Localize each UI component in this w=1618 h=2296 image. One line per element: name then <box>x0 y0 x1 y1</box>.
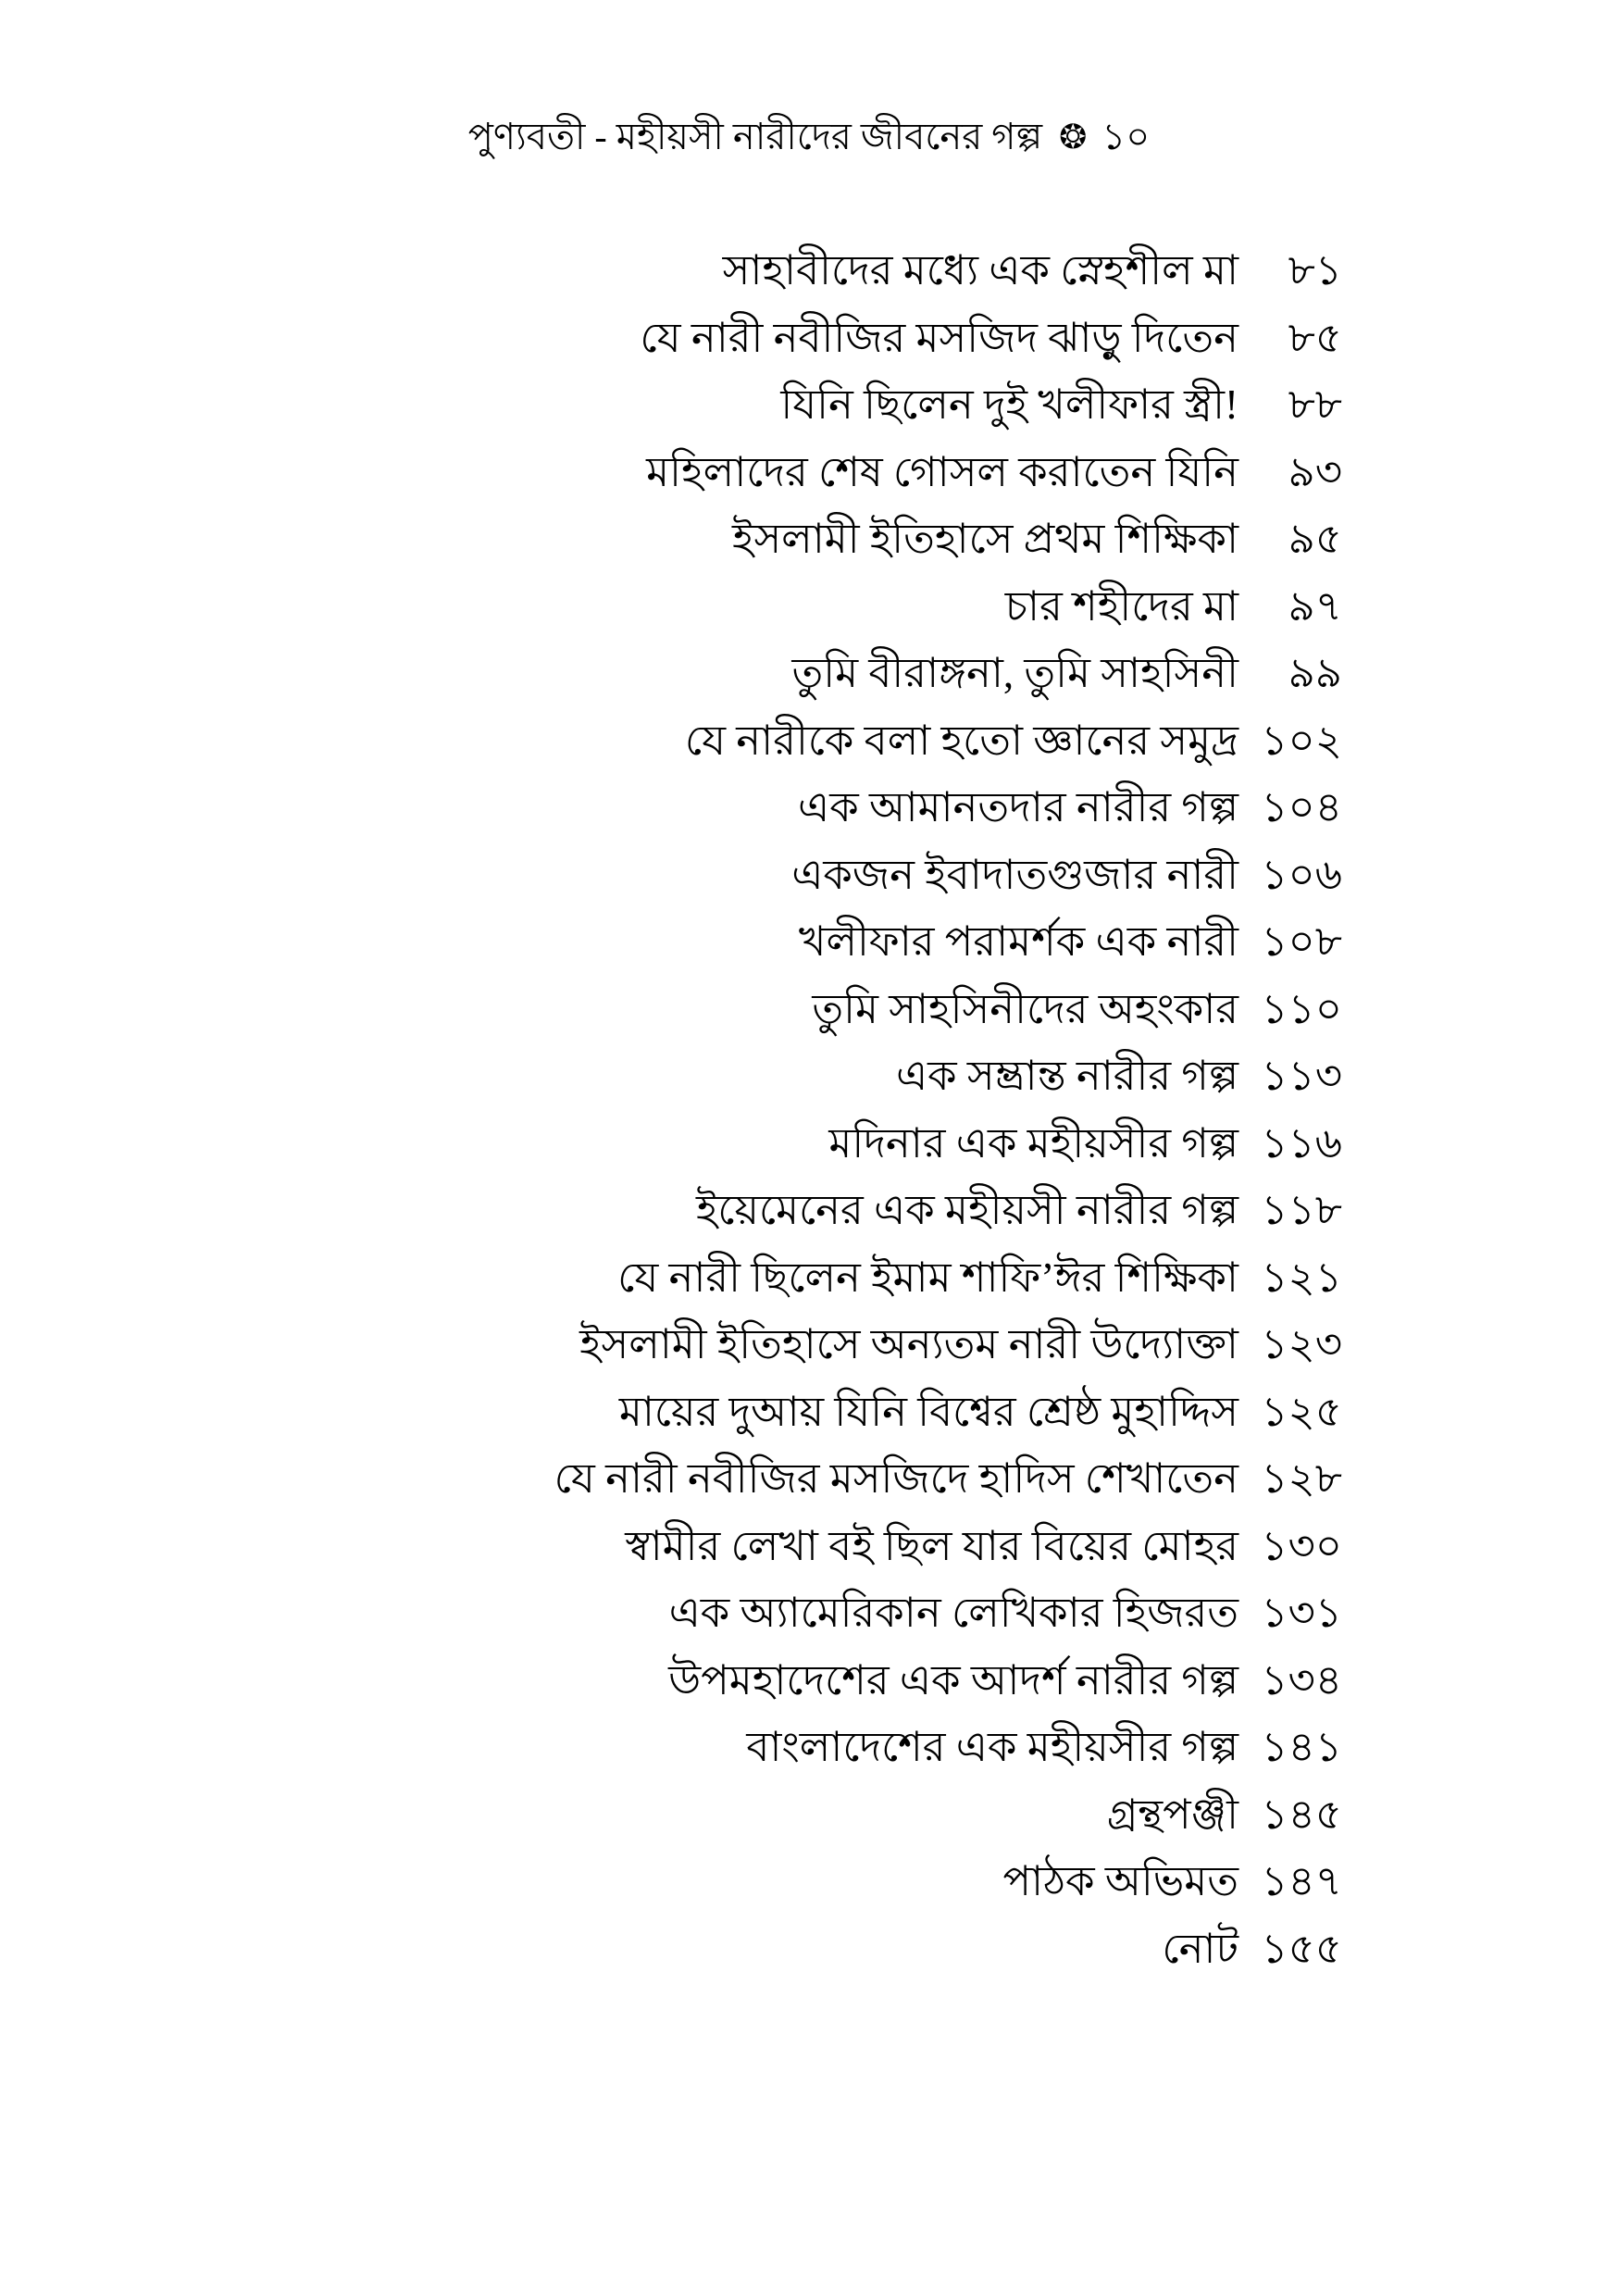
toc-entry <box>0 1042 1342 1110</box>
toc-entry-page-number: ১০৬ <box>1261 851 1342 898</box>
toc-entry <box>0 1915 1342 1983</box>
toc-entry-page-number: ১২৫ <box>1261 1388 1342 1435</box>
toc-entry-title: পাঠক অভিমত <box>1002 1858 1238 1904</box>
running-header <box>0 109 1618 165</box>
toc-entry-page-number: ১২১ <box>1261 1254 1342 1301</box>
toc-entry <box>0 1244 1342 1312</box>
toc-entry-title: ইসলামী ইতিহাসে প্রথম শিক্ষিকা <box>732 516 1238 562</box>
toc-entry <box>0 1848 1342 1915</box>
toc-entry-page-number: ১১৮ <box>1261 1187 1342 1233</box>
toc-entry-title: যে নারী নবীজির মসজিদে হাদিস শেখাতেন <box>554 1455 1238 1502</box>
toc-entry-title: সাহাবীদের মধ্যে এক স্নেহশীল মা <box>722 247 1238 293</box>
toc-entry <box>0 707 1342 775</box>
toc-entry <box>0 237 1342 305</box>
toc-entry-page-number: ১৩০ <box>1261 1522 1342 1569</box>
toc-entry-title: খলীফার পরামর্শক এক নারী <box>798 918 1238 965</box>
toc-entry <box>0 439 1342 506</box>
toc-entry-page-number: ১৩৪ <box>1261 1656 1342 1703</box>
toc-entry <box>0 371 1342 439</box>
toc-entry <box>0 1647 1342 1715</box>
toc-entry-page-number: ১০৮ <box>1261 918 1342 965</box>
toc-entry <box>0 573 1342 641</box>
toc-entry <box>0 1110 1342 1178</box>
toc-entry-title: স্বামীর লেখা বই ছিল যার বিয়ের মোহর <box>625 1522 1238 1569</box>
toc-entry-page-number: ৯৫ <box>1288 516 1342 562</box>
toc-entry-title: গ্রন্থপঞ্জী <box>1106 1791 1238 1838</box>
toc-entry-title: তুমি বীরাঙ্গনা, তুমি সাহসিনী <box>791 650 1238 696</box>
toc-entry-page-number: ১১০ <box>1261 985 1342 1032</box>
toc-entry <box>0 1379 1342 1446</box>
toc-entry-page-number: ১১৬ <box>1261 1119 1342 1167</box>
toc-entry-title: একজন ইবাদাতগুজার নারী <box>791 851 1238 898</box>
toc-entry-title: মায়ের দুআয় যিনি বিশ্বের শ্রেষ্ঠ মুহাদ্দিস <box>618 1388 1238 1435</box>
toc-entry-title: উপমহাদেশের এক আদর্শ নারীর গল্প <box>668 1656 1238 1703</box>
toc-entry-title: বাংলাদেশের এক মহীয়সীর গল্প <box>746 1724 1238 1770</box>
toc-entry-title: ইসলামী ইতিহাসে অন্যতম নারী উদ্যোক্তা <box>579 1321 1238 1367</box>
toc-entry-title: এক আমানতদার নারীর গল্প <box>798 784 1238 830</box>
toc-entry <box>0 1311 1342 1379</box>
toc-entry <box>0 976 1342 1043</box>
toc-entry-page-number: ৯৯ <box>1288 650 1342 696</box>
toc-entry <box>0 842 1342 909</box>
toc-entry-page-number: ১২৩ <box>1261 1321 1342 1367</box>
toc-entry-page-number: ৯৭ <box>1288 582 1342 630</box>
toc-entry-page-number: ১১৩ <box>1261 1053 1342 1099</box>
flower-ornament-icon: ❂ <box>1059 119 1088 156</box>
toc-entry-page-number: ১০২ <box>1261 717 1342 764</box>
toc-entry <box>0 774 1342 842</box>
toc-entry <box>0 640 1342 707</box>
toc-entry-title: যে নারীকে বলা হতো জ্ঞানের সমুদ্র <box>684 717 1238 764</box>
toc-entry-title: এক অ্যামেরিকান লেখিকার হিজরত <box>668 1590 1238 1636</box>
toc-entry <box>0 1445 1342 1513</box>
toc-entry-title: যে নারী ছিলেন ইমাম শাফি’ঈর শিক্ষিকা <box>617 1254 1238 1301</box>
table-of-contents <box>0 237 1342 1982</box>
toc-entry-page-number: ১০৪ <box>1261 784 1342 830</box>
toc-entry <box>0 505 1342 573</box>
toc-entry <box>0 908 1342 976</box>
toc-entry <box>0 1714 1342 1781</box>
toc-entry-page-number: ৮৮ <box>1288 381 1342 428</box>
toc-entry <box>0 1781 1342 1849</box>
toc-entry-title: মদিনার এক মহীয়সীর গল্প <box>828 1119 1238 1167</box>
toc-entry-title: যে নারী নবীজির মসজিদ ঝাড়ু দিতেন <box>640 314 1238 361</box>
toc-entry-title: যিনি ছিলেন দুই খলীফার স্ত্রী! <box>780 381 1238 428</box>
toc-entry-page-number: ১৪৭ <box>1261 1858 1342 1904</box>
toc-entry-page-number: ৮১ <box>1288 247 1342 293</box>
toc-entry <box>0 1177 1342 1244</box>
toc-entry-title: ইয়েমেনের এক মহীয়সী নারীর গল্প <box>696 1187 1238 1233</box>
toc-entry <box>0 1513 1342 1580</box>
toc-entry <box>0 305 1342 372</box>
toc-entry-page-number: ১৫৫ <box>1261 1925 1342 1972</box>
toc-entry-page-number: ১২৮ <box>1261 1455 1342 1502</box>
toc-entry-page-number: ৯৩ <box>1288 448 1342 495</box>
toc-entry-title: তুমি সাহসিনীদের অহংকার <box>812 985 1238 1032</box>
toc-entry <box>0 1579 1342 1647</box>
running-header-page-number: ১০ <box>1101 116 1151 157</box>
toc-entry-page-number: ১৩১ <box>1261 1590 1342 1636</box>
toc-entry-title: চার শহীদের মা <box>1004 582 1238 630</box>
toc-entry-title: মহিলাদের শেষ গোসল করাতেন যিনি <box>646 448 1238 495</box>
toc-entry-page-number: ১৪১ <box>1261 1724 1342 1770</box>
toc-entry-title: নোট <box>1162 1925 1238 1972</box>
toc-entry-title: এক সম্ভ্রান্ত নারীর গল্প <box>895 1053 1238 1099</box>
running-header-title: পুণ্যবতী - মহীয়সী নারীদের জীবনের গল্প <box>467 116 1043 157</box>
toc-entry-page-number: ১৪৫ <box>1261 1791 1342 1838</box>
toc-entry-page-number: ৮৫ <box>1288 314 1342 361</box>
